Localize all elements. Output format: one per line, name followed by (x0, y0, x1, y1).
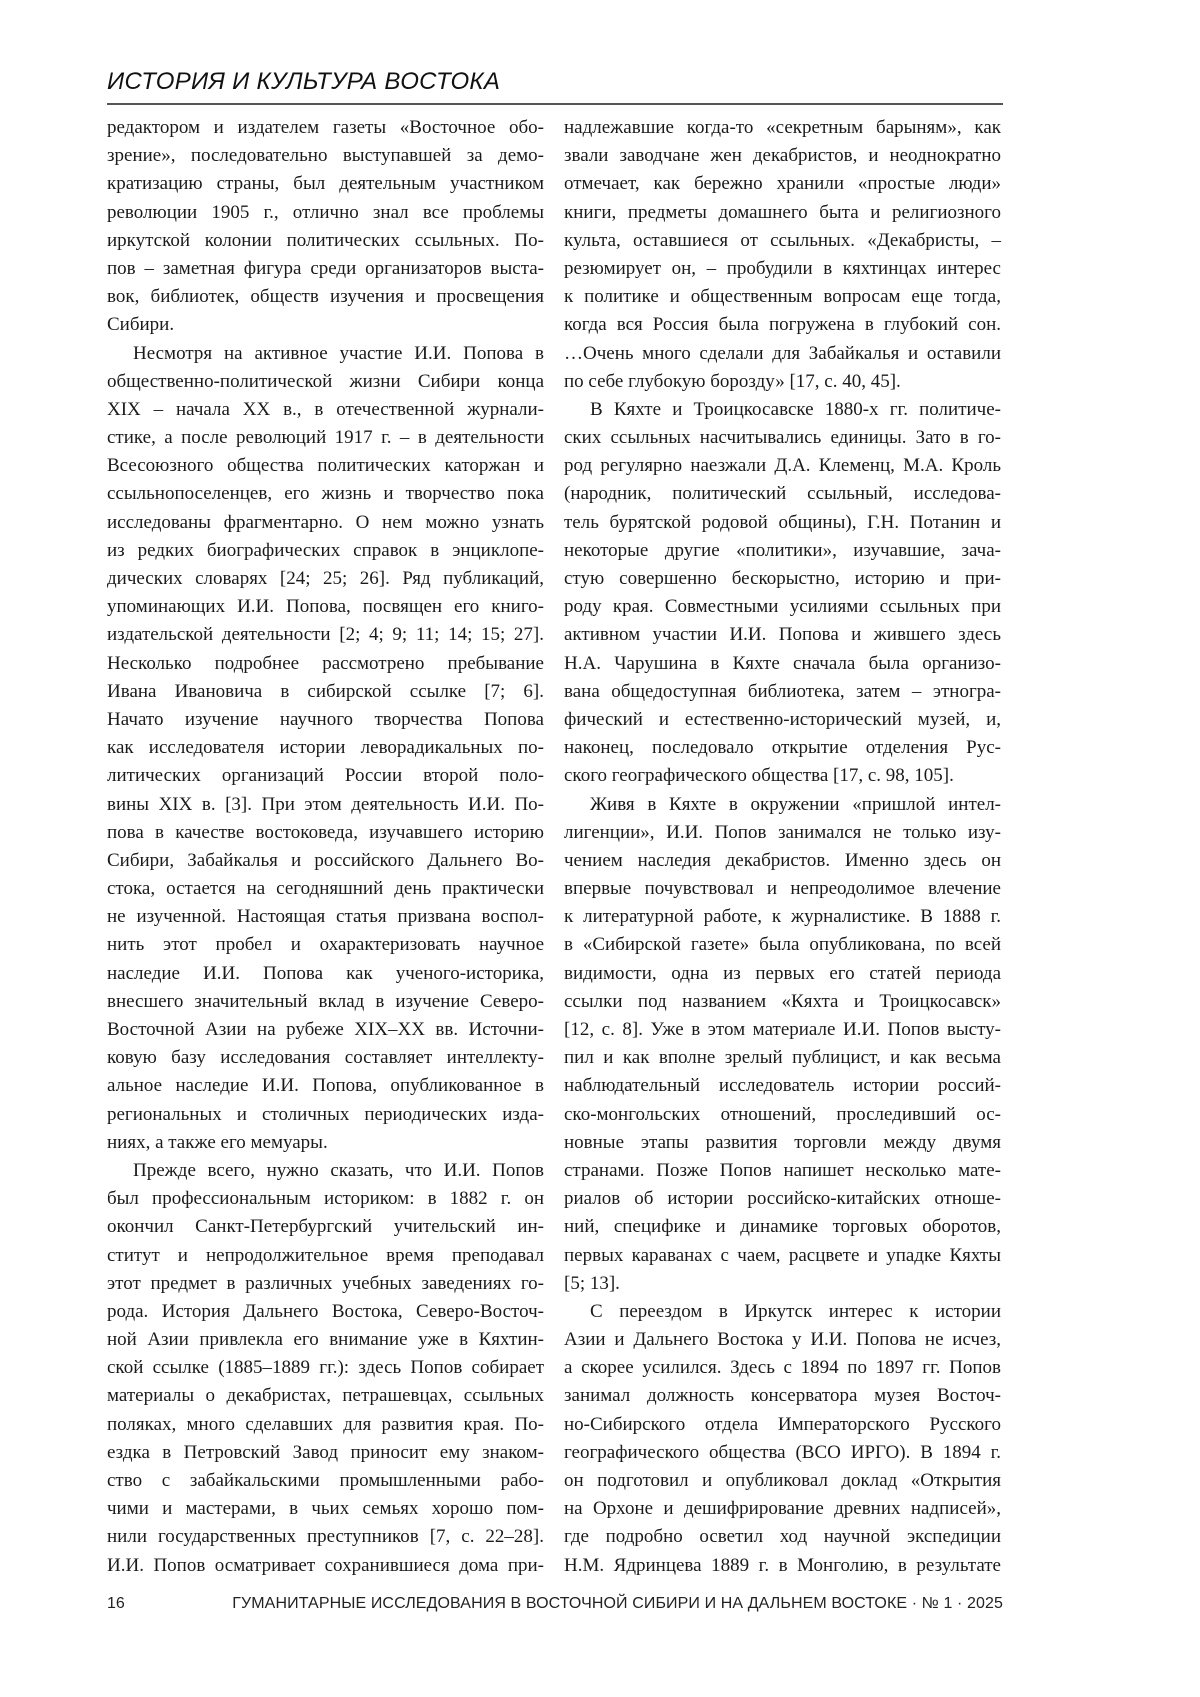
text-line: нили государственных преступников [7, с. 22–28]. (107, 1526, 544, 1548)
text-line: (народник, политический ссыльный, исследова- (564, 483, 1001, 505)
text-line: Всесоюзного общества политических каторжан и (107, 455, 544, 477)
paragraph (107, 114, 544, 340)
text-line: Несмотря на активное участие И.И. Попова в (133, 342, 544, 364)
paragraph (564, 396, 1001, 791)
text-line: дических словарях [24; 25; 26]. Ряд публикаций, (107, 568, 544, 589)
text-line: редактором и издателем газеты «Восточное обо- (107, 117, 544, 138)
text-line: чими и мастерами, в чьих семьях хорошо пом- (107, 1498, 544, 1520)
text-line: поляках, много сделавших для развития края. По- (107, 1413, 544, 1435)
text-line: был профессиональным историком: в 1882 г. он (107, 1188, 544, 1210)
text-line: вины XIX в. [3]. При этом деятельность И.И. По- (107, 793, 544, 815)
paragraph (564, 114, 1001, 396)
paragraph (564, 791, 1001, 1298)
text-line: иркутской колонии политических ссыльных. По- (107, 229, 544, 251)
text-line: риалов об истории российско-китайских отноше- (564, 1188, 1001, 1210)
text-line: вана общедоступная библиотека, затем – этногра- (564, 680, 1001, 702)
text-line: географического общества (ВСО ИРГО). В 1894 г. (564, 1441, 1001, 1463)
text-line: рода. История Дальнего Востока, Северо-Восточ- (107, 1300, 544, 1322)
text-line: но-Сибирского отдела Императорского Русского (564, 1413, 1001, 1435)
text-line: впервые почувствовал и непреодолимое влечение (564, 878, 1001, 900)
text-column-left (107, 114, 544, 1580)
text-line: [12, с. 8]. Уже в этом материале И.И. Попов высту- (564, 1019, 1001, 1040)
text-line: этот предмет в различных учебных заведениях го- (107, 1272, 544, 1294)
text-line: ской ссылке (1885–1889 гг.): здесь Попов собирает (107, 1357, 544, 1379)
text-line: Начато изучение научного творчества Попова (107, 708, 544, 730)
text-line: Живя в Кяхте в окружении «пришлой интел- (590, 793, 1001, 815)
text-line: Азии и Дальнего Востока у И.И. Попова не исчез, (564, 1329, 1001, 1351)
text-line: Н.М. Ядринцева 1889 г. в Монголию, в результате (564, 1554, 1001, 1576)
text-line: В Кяхте и Троицкосавске 1880-х гг. политиче- (590, 398, 1001, 420)
text-line: [5; 13]. (564, 1272, 620, 1294)
text-line: И.И. Попов осматривает сохранившиеся дома при- (107, 1554, 544, 1576)
text-line: он подготовил и опубликовал доклад «Открытия (564, 1470, 1001, 1491)
text-line: как исследователя истории леворадикальных по- (107, 737, 544, 759)
text-line: …Очень много сделали для Забайкалья и оставили (564, 342, 1001, 364)
text-line: Сибири, Забайкалья и российского Дальнего Во- (107, 849, 544, 871)
text-line: из редких биографических справок в энциклопе- (107, 539, 544, 561)
text-column-right (564, 114, 1001, 1580)
text-line: род регулярно наезжали Д.А. Клеменц, М.А. Кроль (564, 455, 1001, 477)
text-line: странами. Позже Попов напишет несколько мате- (564, 1159, 1001, 1181)
text-line: региональных и столичных периодических изда- (107, 1103, 544, 1125)
text-line: первых караванах с чаем, расцвете и упадке Кяхты (564, 1244, 1001, 1266)
text-line: зрение», последовательно выступавшей за демо- (107, 145, 544, 167)
text-line: ство с забайкальскими промышленными рабо- (107, 1470, 544, 1491)
text-line: лигенции», И.И. Попов занимался не только изу- (564, 821, 1001, 843)
text-line: ездка в Петровский Завод приносит ему знаком- (107, 1441, 544, 1463)
text-line: ной Азии привлекла его внимание уже в Кяхтин- (107, 1329, 544, 1351)
text-line: стую совершенно бескорыстно, историю и при- (564, 568, 1001, 589)
text-line: надлежавшие когда-то «секретным барыням», как (564, 117, 1001, 138)
text-line: активном участии И.И. Попова и жившего здесь (564, 624, 1001, 646)
text-line: где подробно осветил ход научной экспедиции (564, 1526, 1001, 1548)
text-line: ститут и непродолжительное время преподавал (107, 1244, 544, 1266)
text-line: ний, специфике и динамике торговых оборотов, (564, 1216, 1001, 1238)
text-line: альное наследие И.И. Попова, опубликованное в (107, 1075, 544, 1097)
journal-title: ГУМАНИТАРНЫЕ ИССЛЕДОВАНИЯ В ВОСТОЧНОЙ СИБИРИ И НА ДАЛЬНЕМ ВОСТОКЕ · № 1 · 2025 (232, 1595, 1003, 1612)
header-divider (107, 103, 1003, 105)
text-line: пова в качестве востоковеда, изучавшего историю (107, 821, 544, 843)
text-line: наконец, последовало открытие отделения Рус- (564, 737, 1001, 759)
text-line: Ивана Ивановича в сибирской ссылке [7; 6]. (107, 680, 544, 702)
text-line: упоминающих И.И. Попова, посвящен его книго- (107, 596, 544, 618)
text-line: а скорее усилился. Здесь с 1894 по 1897 гг. Попов (564, 1357, 1001, 1379)
text-line: кратизацию страны, был деятельным участником (107, 173, 544, 195)
text-line: окончил Санкт-Петербургский учительский ин- (107, 1216, 544, 1238)
section-title: ИСТОРИЯ И КУЛЬТУРА ВОСТОКА (107, 68, 501, 95)
text-line: к литературной работе, к журналистике. В 1888 г. (564, 906, 1001, 928)
text-line: литических организаций России второй поло- (107, 765, 544, 787)
text-line: когда вся Россия была погружена в глубокий сон. (564, 314, 1001, 336)
text-line: фический и естественно-исторический музей, и, (564, 708, 1001, 730)
text-line: отмечает, как бережно хранили «простые люди» (564, 173, 1001, 195)
text-line: ниях, а также его мемуары. (107, 1131, 328, 1153)
paragraph (564, 1298, 1001, 1580)
text-line: стике, а после революций 1917 г. – в деятельности (107, 427, 544, 449)
text-line: чением наследия декабристов. Именно здесь он (564, 849, 1001, 871)
text-line: С переездом в Иркутск интерес к истории (590, 1300, 1001, 1322)
text-line: материалы о декабристах, петрашевцах, ссыльных (107, 1385, 544, 1407)
text-line: вок, библиотек, обществ изучения и просвещения (107, 286, 544, 308)
text-line: издательской деятельности [2; 4; 9; 11; 14; 15; 27]. (107, 624, 544, 646)
paragraph (107, 340, 544, 1157)
text-line: не изученной. Настоящая статья призвана воспол- (107, 906, 544, 928)
text-line: тель бурятской родовой общины), Г.Н. Потанин и (564, 511, 1001, 533)
text-line: Сибири. (107, 314, 175, 336)
text-line: новные этапы развития торговли между двумя (564, 1131, 1001, 1153)
text-line: Н.А. Чарушина в Кяхте сначала была организо- (564, 652, 1001, 674)
text-line: исследованы фрагментарно. О нем можно узнать (107, 511, 544, 533)
page-number: 16 (107, 1595, 125, 1612)
text-line: занимал должность консерватора музея Восточ- (564, 1385, 1001, 1407)
text-line: к политике и общественным вопросам еще тогда, (564, 286, 1001, 308)
text-line: по себе глубокую борозду» [17, с. 40, 45]. (564, 370, 901, 392)
text-line: XIX – начала XX в., в отечественной журнали- (107, 398, 544, 420)
text-line: ско-монгольских отношений, проследивший ос- (564, 1103, 1001, 1125)
text-line: культа, оставшиеся от ссыльных. «Декабристы, – (564, 229, 1001, 251)
text-line: ских ссыльных насчитывались единицы. Зато в го- (564, 427, 1001, 449)
text-line: общественно-политической жизни Сибири конца (107, 370, 544, 392)
paragraph (107, 1157, 544, 1580)
text-line: наследие И.И. Попова как ученого-историка, (107, 962, 544, 984)
text-line: в «Сибирской газете» была опубликована, по всей (564, 934, 1001, 956)
text-line: на Орхоне и дешифрирование древних надписей», (564, 1498, 1001, 1520)
text-line: Восточной Азии на рубеже XIX–XX вв. Источни- (107, 1019, 544, 1040)
text-line: роду края. Совместными усилиями ссыльных при (564, 596, 1001, 618)
text-line: ковую базу исследования составляет интеллекту- (107, 1047, 544, 1069)
text-line: нить этот пробел и охарактеризовать научное (107, 934, 544, 956)
text-line: ссыльнопоселенцев, его жизнь и творчество пока (107, 483, 544, 505)
text-line: стока, остается на сегодняшний день практически (107, 878, 544, 900)
text-line: книги, предметы домашнего быта и религиозного (564, 201, 1001, 223)
text-line: наблюдательный исследователь истории россий- (564, 1075, 1001, 1097)
text-line: пил и как вполне зрелый публицист, и как весьма (564, 1047, 1001, 1069)
text-line: звали заводчане жен декабристов, и неоднократно (564, 145, 1001, 167)
text-line: революции 1905 г., отлично знал все проблемы (107, 201, 544, 223)
text-line: ского географического общества [17, с. 98, 105]. (564, 765, 954, 787)
text-line: пов – заметная фигура среди организаторов выста- (107, 257, 544, 279)
text-line: резюмирует он, – пробудили в кяхтинцах интерес (564, 257, 1001, 279)
text-line: ссылки под названием «Кяхта и Троицкосавск» (564, 990, 1001, 1012)
text-line: Несколько подробнее рассмотрено пребывание (107, 652, 544, 674)
text-line: видимости, одна из первых его статей периода (564, 962, 1001, 984)
text-line: Прежде всего, нужно сказать, что И.И. Попов (133, 1159, 544, 1181)
text-line: внесшего значительный вклад в изучение Северо- (107, 990, 544, 1012)
text-line: некоторые другие «политики», изучавшие, зача- (564, 539, 1001, 561)
